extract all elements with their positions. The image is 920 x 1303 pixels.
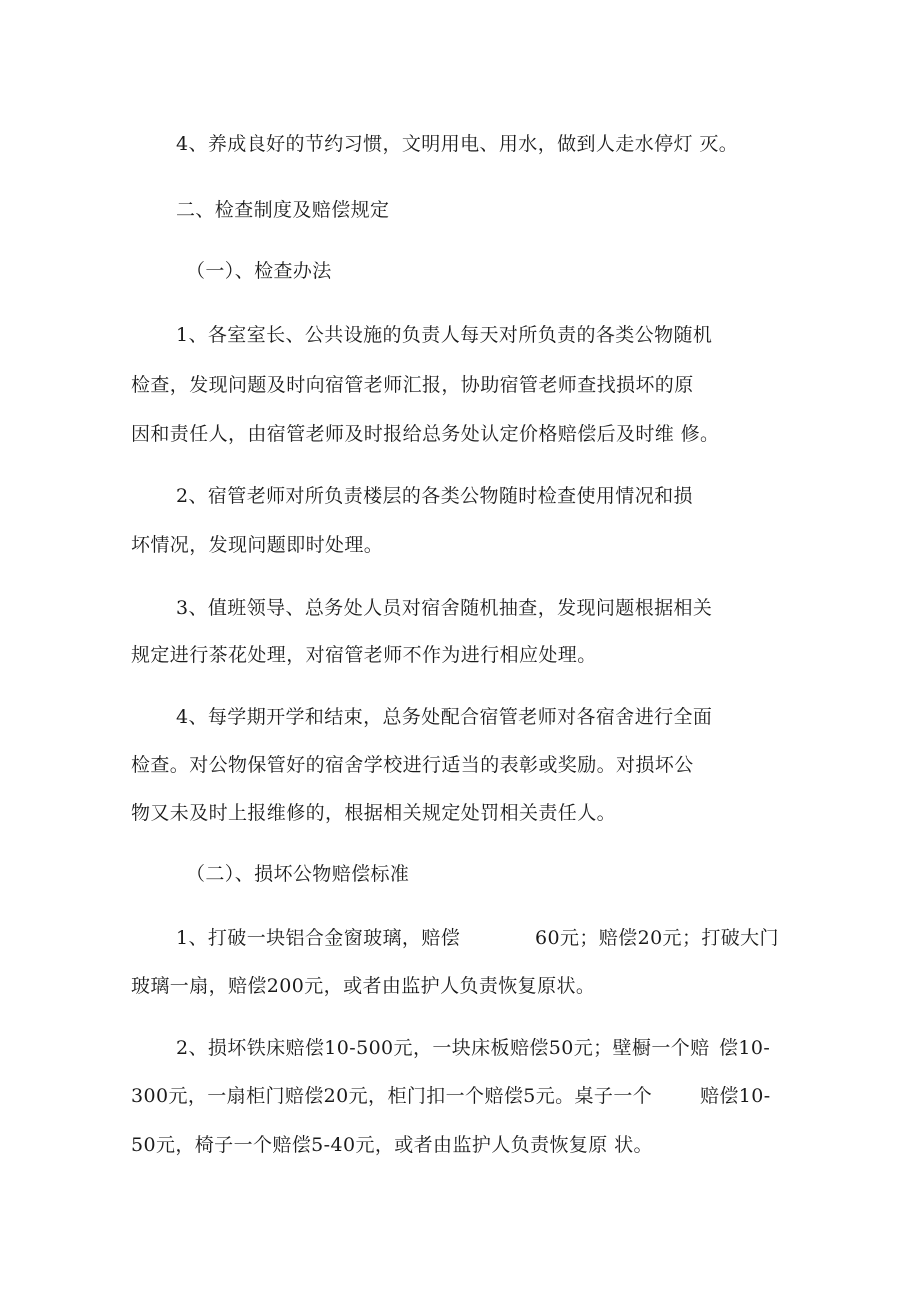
paragraph-check-3-line-1: 3、值班领导、总务处人员对宿舍随机抽查，发现问题根据相关 [176,597,713,619]
paragraph-check-1-line-3: 因和责任人，由宿管老师及时报给总务处认定价格赔偿后及时维 修。 [131,423,720,445]
paragraph-comp-1-line-1b: 60元；赔偿20元；打破大门 [535,927,779,949]
paragraph-check-4-line-2: 检查。对公物保管好的宿舍学校进行适当的表彰或奖励。对损坏公 [131,754,694,776]
paragraph-comp-2-line-2a: 300元，一扇柜门赔偿20元，柜门扣一个赔偿5元。桌子一个 [131,1085,653,1107]
paragraph-comp-2-line-3: 50元，椅子一个赔偿5-40元，或者由监护人负责恢复原 状。 [131,1134,653,1156]
section-heading-inspection-compensation: 二、检查制度及赔偿规定 [176,199,390,221]
paragraph-check-1-line-2: 检查，发现问题及时向宿管老师汇报，协助宿管老师查找损坏的原 [131,374,694,396]
paragraph-check-3-line-2: 规定进行茶花处理，对宿管老师不作为进行相应处理。 [131,644,597,666]
paragraph-comp-1-line-1a: 1、打破一块铝合金窗玻璃，赔偿 [176,927,461,949]
paragraph-check-1-line-1: 1、各室室长、公共设施的负责人每天对所负责的各类公物随机 [176,324,713,346]
paragraph-check-2-line-1: 2、宿管老师对所负责楼层的各类公物随时检查使用情况和损 [176,485,693,507]
paragraph-check-4-line-3: 物又未及时上报维修的，根据相关规定处罚相关责任人。 [131,802,617,824]
paragraph-comp-2-line-1a: 2、损坏铁床赔偿10-500元，一块床板赔偿50元；壁橱一个赔 [176,1037,710,1059]
paragraph-conserve-habit: 4、养成良好的节约习惯，文明用电、用水，做到人走水停灯 灭。 [176,133,739,155]
subsection-heading-inspection-method: （一）、检查办法 [186,260,332,282]
paragraph-comp-2-line-2b: 赔偿10- [700,1085,771,1107]
subsection-heading-compensation-standard: （二）、损坏公物赔偿标准 [186,863,410,885]
paragraph-comp-1-line-2: 玻璃一扇，赔偿200元，或者由监护人负责恢复原状。 [131,975,596,997]
paragraph-check-4-line-1: 4、每学期开学和结束，总务处配合宿管老师对各宿舍进行全面 [176,706,713,728]
paragraph-check-2-line-2: 坏情况，发现问题即时处理。 [131,534,384,556]
paragraph-comp-2-line-1b: 偿10- [719,1037,771,1059]
